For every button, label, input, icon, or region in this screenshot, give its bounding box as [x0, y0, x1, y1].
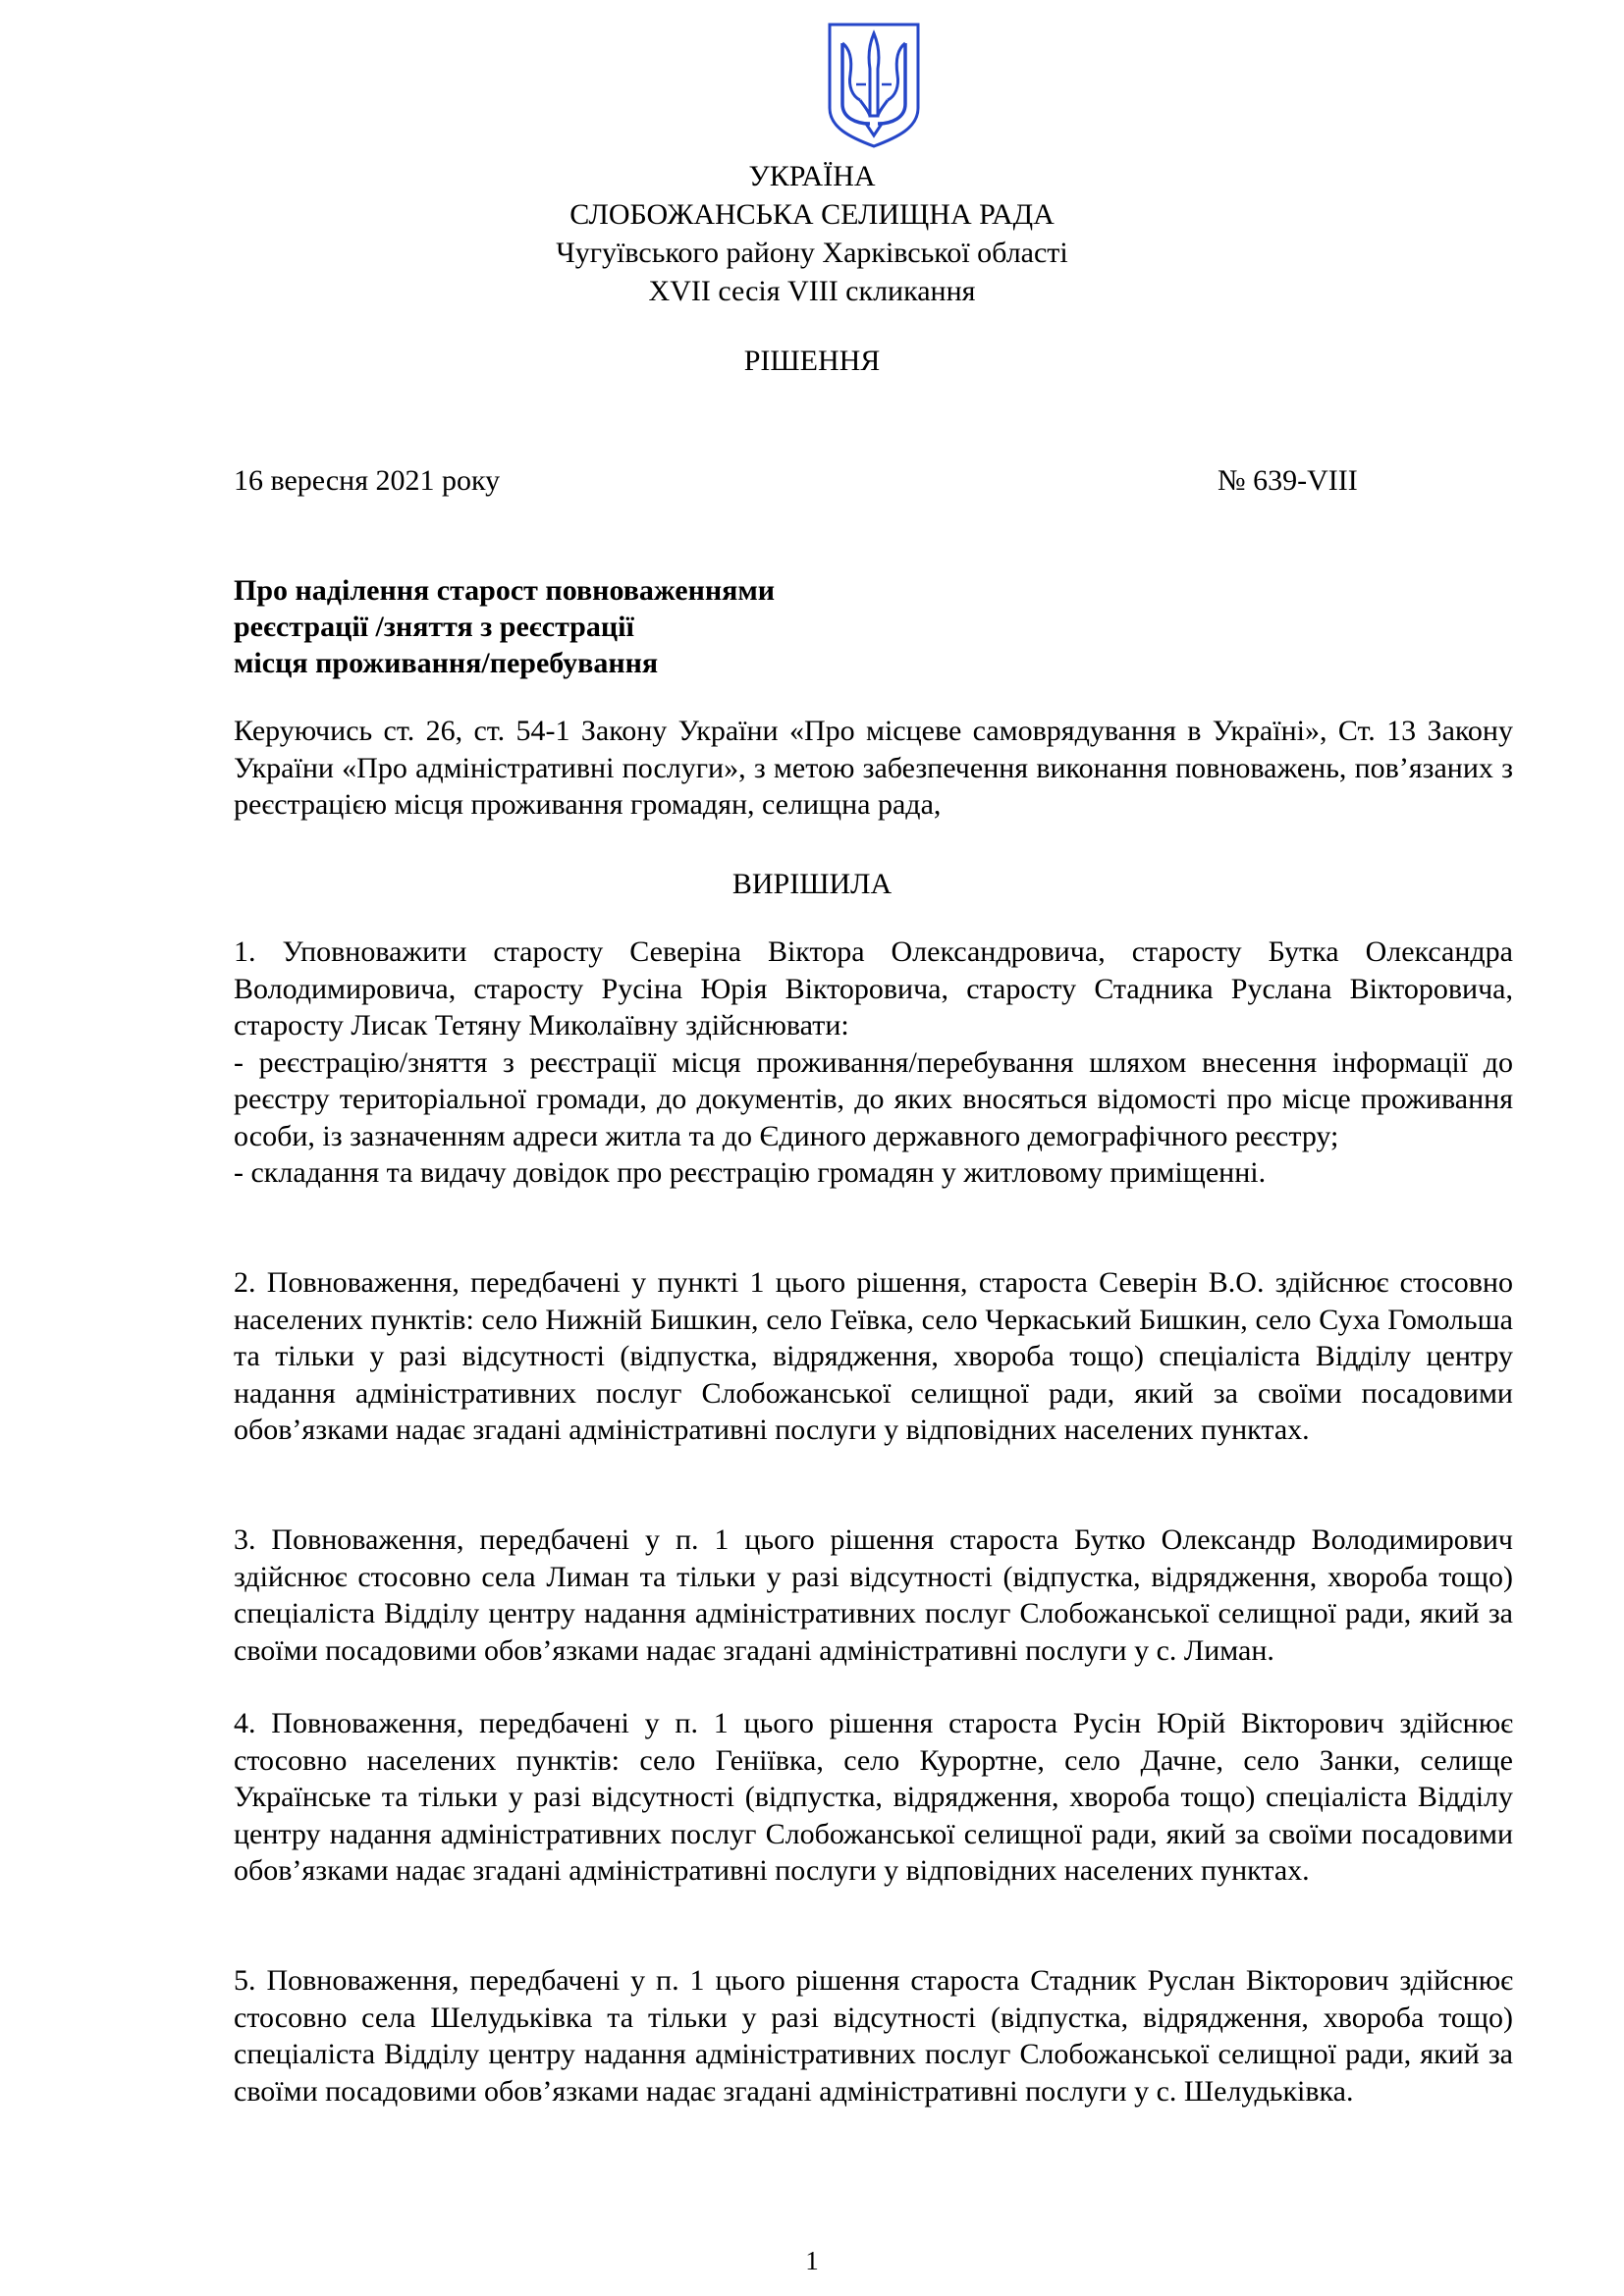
council-name: СЛОБОЖАНСЬКА СЕЛИЩНА РАДА [569, 198, 1055, 231]
item-1-bullet: - складання та видачу довідок про реєстрацію громадян у житловому приміщенні. [234, 1156, 1267, 1189]
item-1-bullet: - реєстрацію/зняття з реєстрації місця проживання/перебування шляхом внесення інформації до реєстру територіальної громади, до документів, до яких вносяться відомості про місце проживання особи, із зазначенням адреси житла та до Єдиного державного демографічного реєстру; [234, 1045, 1513, 1152]
district-name: Чугуївського району Харківської області [556, 237, 1068, 269]
subject-line: реєстрації /зняття з реєстрації [234, 611, 634, 643]
document-header [0, 157, 1624, 310]
decision-subject [234, 572, 775, 681]
preamble-paragraph: Керуючись ст. 26, ст. 54-1 Закону України «Про місцеве самоврядування в Україні», Ст. 13 Закону України «Про адміністративні послуги», з метою забезпечення виконання повноважень, пов’язаних з реєстрацією місця проживання громадян, селищна рада, [234, 715, 1513, 821]
page-number: 1 [805, 2246, 819, 2275]
item-4-paragraph: 4. Повноваження, передбачені у п. 1 цього рішення староста Русін Юрій Вікторович здійснює стосовно населених пунктів: село Геніївка, село Курортне, село Дачне, село Занки, селище Українське та тільки у разі відсутності (відпустка, відрядження, хвороба тощо) спеціаліста Відділу центру надання адміністративних послуг Слобожанської селищної ради, який за своїми посадовими обов’язками надає згадані адміністративні послуги у відповідних населених пунктах. [234, 1707, 1513, 1887]
item-5-paragraph: 5. Повноваження, передбачені у п. 1 цього рішення староста Стадник Руслан Вікторович здійснює стосовно села Шелудьківка та тільки у разі відсутності (відпустка, відрядження, хвороба тощо) спеціаліста Відділу центру надання адміністративних послуг Слобожанської селищної ради, який за своїми посадовими обов’язками надає згадані адміністративні послуги у с. Шелудьківка. [234, 1964, 1513, 2108]
subject-line: Про наділення старост повноваженнями [234, 574, 776, 607]
item-1-paragraph [234, 934, 1513, 1192]
item-2-paragraph: 2. Повноваження, передбачені у пункті 1 цього рішення, староста Северін В.О. здійснює стосовно населених пунктів: село Нижній Бишкин, село Геївка, село Черкаський Бишкин, село Суха Гомольша та тільки у разі відсутності (відпустка, відрядження, хвороба тощо) спеціаліста Відділу центру надання адміністративних послуг Слобожанської селищної ради, який за своїми посадовими обов’язками надає згадані адміністративні послуги у відповідних населених пунктах. [234, 1266, 1513, 1446]
item-1-intro: 1. Уповноважити старосту Северіна Віктора Олександровича, старосту Бутка Олександра Володимировича, старосту Русіна Юрія Вікторовича, старосту Стадника Руслана Вікторовича, старосту Лисак Тетяну Миколаївну здійснювати: [234, 935, 1513, 1041]
trident-coat-of-arms-icon [827, 22, 921, 149]
decision-title: РІШЕННЯ [743, 345, 881, 377]
session-name: XVII сесія VIII скликання [648, 275, 976, 307]
country-name: УКРАЇНА [748, 160, 876, 192]
resolved-heading: ВИРІШИЛА [731, 868, 893, 900]
decision-date: 16 вересня 2021 року [234, 464, 501, 497]
item-3-paragraph: 3. Повноваження, передбачені у п. 1 цього рішення староста Бутко Олександр Володимирович здійснює стосовно села Лиман та тільки у разі відсутності (відпустка, відрядження, хвороба тощо) спеціаліста Відділу центру надання адміністративних послуг Слобожанської селищної ради, який за своїми посадовими обов’язками надає згадані адміністративні послуги у с. Лиман. [234, 1523, 1513, 1667]
subject-line: місця проживання/перебування [234, 647, 659, 679]
decision-number: № 639-VIII [1218, 464, 1358, 497]
